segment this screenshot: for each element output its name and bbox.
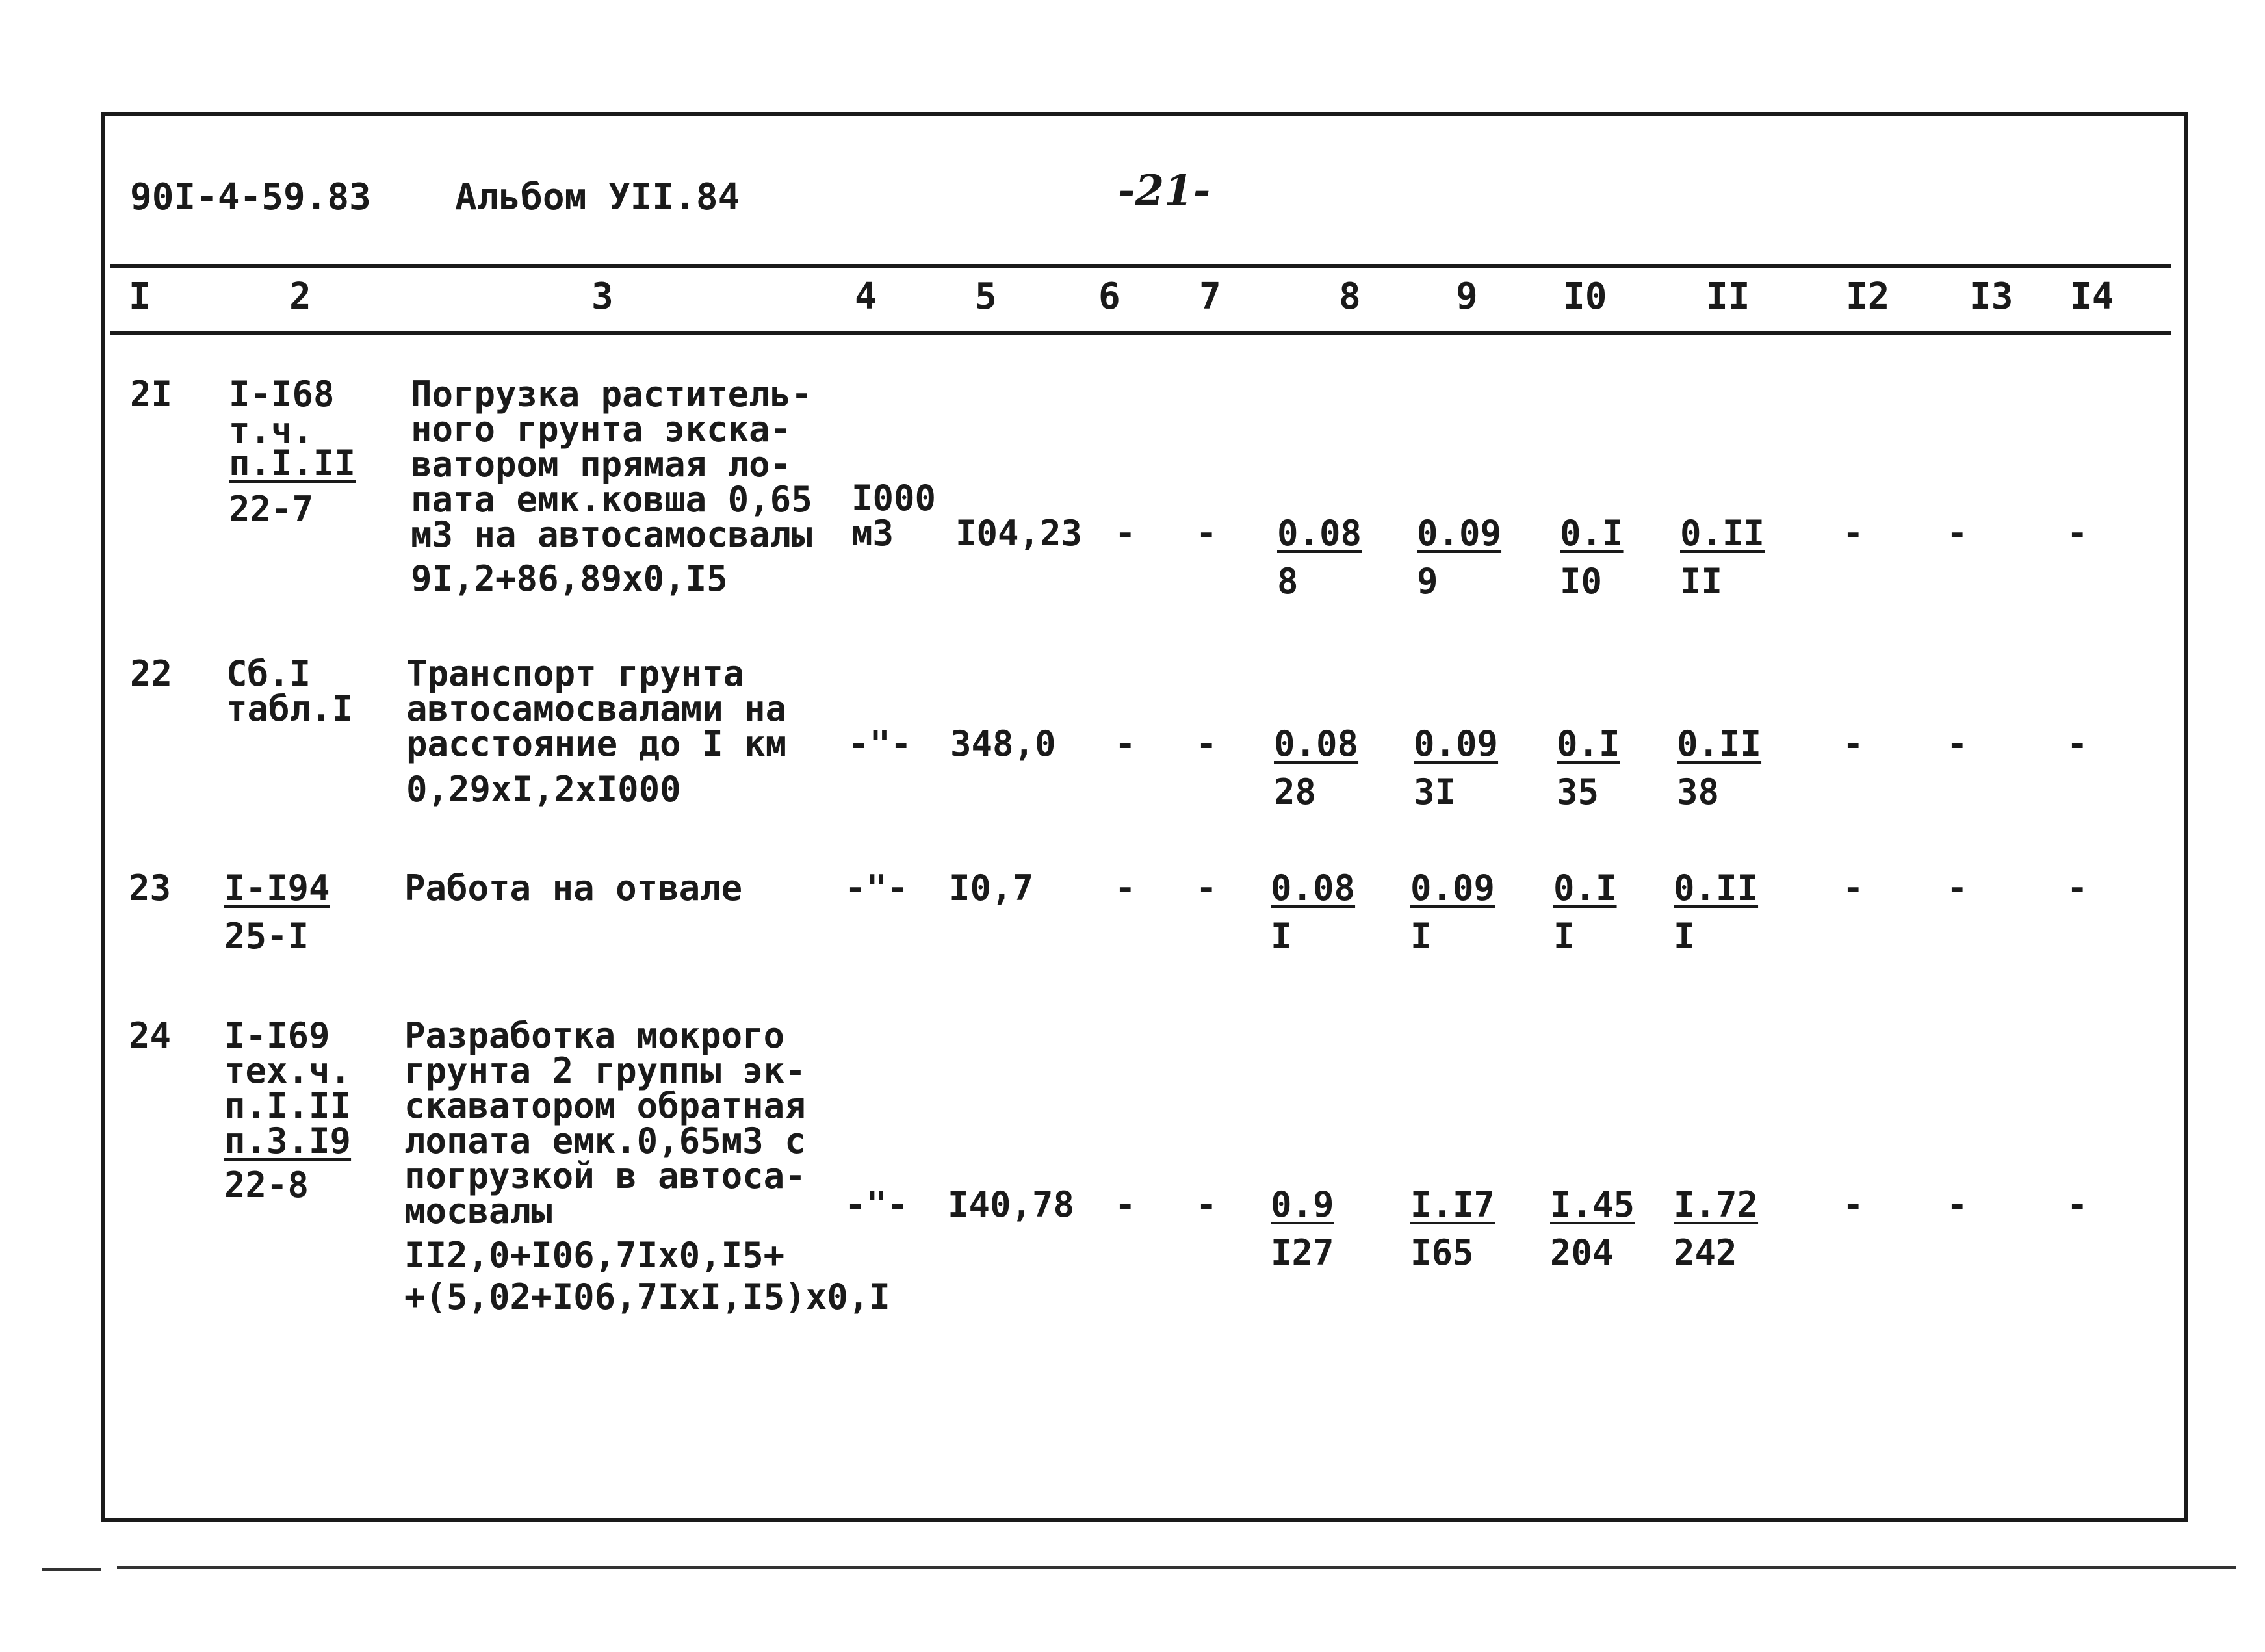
norm-ref: табл.I (226, 688, 354, 729)
col-header-4: 4 (855, 276, 877, 318)
description: Разработка мокрого (404, 1015, 785, 1056)
unit: -"- (845, 868, 909, 909)
description: расстояние до I км (406, 723, 787, 764)
col-header-5: 5 (975, 276, 997, 318)
description: грунта 2 группы эк- (404, 1050, 806, 1091)
dash: - (1843, 723, 1864, 764)
value-9-total: I65 (1410, 1232, 1474, 1273)
norm-ref: п.I.II (224, 1085, 352, 1126)
description: мосвалы (404, 1191, 552, 1232)
value-8-total: 8 (1277, 561, 1299, 602)
unit: -"- (845, 1184, 909, 1225)
dash: - (1196, 868, 1217, 909)
value-10-total: I0 (1560, 561, 1603, 602)
norm-ref: п.3.I9 (224, 1120, 352, 1161)
unit: м3 (851, 513, 894, 554)
value-9: I.I7 (1410, 1184, 1495, 1225)
value-9: 0.09 (1414, 723, 1499, 764)
dash: - (2067, 1184, 2088, 1225)
dash: - (1115, 868, 1136, 909)
quantity: I40,78 (948, 1184, 1075, 1225)
dash: - (1843, 868, 1864, 909)
dash: - (1196, 513, 1217, 554)
dash: - (1115, 1184, 1136, 1225)
col-header-14: I4 (2070, 276, 2114, 318)
table-top-rule (110, 264, 2171, 268)
col-header-3: 3 (591, 276, 614, 318)
value-9-total: 3I (1414, 771, 1456, 812)
col-header-1: I (129, 276, 151, 318)
unit: -"- (848, 723, 912, 764)
dash: - (2067, 513, 2088, 554)
description: погрузкой в автоса- (404, 1155, 806, 1196)
col-header-11: II (1706, 276, 1750, 318)
value-11-total: II (1680, 561, 1723, 602)
description: автосамосвалами на (406, 688, 787, 729)
value-8-total: I (1271, 916, 1292, 957)
value-8: 0.08 (1274, 723, 1359, 764)
bottom-edge-line (117, 1566, 2236, 1569)
norm-ref: 22-7 (229, 489, 314, 530)
value-8: 0.9 (1271, 1184, 1334, 1225)
row-number: 23 (129, 868, 172, 909)
norm-ref: I-I68 (229, 374, 335, 415)
value-8-total: I27 (1271, 1232, 1334, 1273)
norm-ref: I-I94 (224, 868, 330, 909)
value-8: 0.08 (1277, 513, 1362, 554)
description: ного грунта экска- (411, 409, 792, 450)
dash: - (1947, 868, 1968, 909)
quantity: I0,7 (949, 868, 1034, 909)
page-number: -21- (1118, 166, 1211, 215)
quantity: I04,23 (955, 513, 1083, 554)
description: м3 на автосамосвалы (411, 514, 812, 555)
value-11-total: I (1674, 916, 1695, 957)
col-header-2: 2 (289, 276, 311, 318)
dash: - (1947, 723, 1968, 764)
description: Транспорт грунта (406, 653, 745, 694)
row-number: 2I (130, 374, 173, 415)
norm-ref: 25-I (224, 916, 309, 957)
document-code: 90I-4-59.83 (130, 176, 371, 218)
value-10: 0.I (1557, 723, 1620, 764)
dash: - (1196, 723, 1217, 764)
formula: 0,29xI,2xI000 (406, 769, 681, 810)
col-header-6: 6 (1098, 276, 1120, 318)
norm-ref: Сб.I (226, 653, 311, 694)
norm-ref: п.I.II (229, 443, 356, 484)
description: Работа на отвале (404, 868, 743, 909)
dash: - (1947, 1184, 1968, 1225)
dash: - (2067, 868, 2088, 909)
norm-ref: I-I69 (224, 1015, 330, 1056)
value-9: 0.09 (1417, 513, 1502, 554)
formula: II2,0+I06,7Ix0,I5+ (404, 1235, 785, 1276)
dash: - (1115, 723, 1136, 764)
dash: - (2067, 723, 2088, 764)
description: скаватором обратная (404, 1085, 806, 1126)
bottom-edge-line (42, 1568, 101, 1571)
dash: - (1843, 1184, 1864, 1225)
album-title: Альбом УII.84 (455, 176, 740, 218)
formula: 9I,2+86,89x0,I5 (411, 558, 728, 599)
description: Погрузка раститель- (411, 374, 812, 415)
value-9-total: 9 (1417, 561, 1438, 602)
value-10: I.45 (1550, 1184, 1635, 1225)
col-header-8: 8 (1339, 276, 1361, 318)
value-8-total: 28 (1274, 771, 1317, 812)
value-9: 0.09 (1410, 868, 1495, 909)
quantity: 348,0 (950, 723, 1056, 764)
value-10: 0.I (1553, 868, 1617, 909)
description: ватором прямая ло- (411, 444, 792, 485)
value-11-total: 242 (1674, 1232, 1737, 1273)
value-11: I.72 (1674, 1184, 1759, 1225)
norm-ref: тех.ч. (224, 1050, 352, 1091)
value-10-total: 204 (1550, 1232, 1614, 1273)
dash: - (1115, 513, 1136, 554)
value-9-total: I (1410, 916, 1432, 957)
norm-ref: т.ч. (229, 410, 314, 451)
value-11: 0.II (1680, 513, 1765, 554)
value-11-total: 38 (1677, 771, 1720, 812)
col-header-12: I2 (1846, 276, 1890, 318)
dash: - (1843, 513, 1864, 554)
description: лопата емк.0,65м3 с (404, 1120, 806, 1161)
dash: - (1947, 513, 1968, 554)
col-header-10: I0 (1563, 276, 1607, 318)
description: пата емк.ковша 0,65 (411, 479, 812, 520)
value-10: 0.I (1560, 513, 1624, 554)
row-number: 24 (129, 1015, 172, 1056)
col-header-7: 7 (1199, 276, 1221, 318)
norm-ref: 22-8 (224, 1165, 309, 1206)
table-header-rule (110, 331, 2171, 335)
col-header-9: 9 (1456, 276, 1478, 318)
value-11: 0.II (1674, 868, 1759, 909)
unit: I000 (851, 478, 937, 519)
row-number: 22 (130, 653, 173, 694)
dash: - (1196, 1184, 1217, 1225)
value-11: 0.II (1677, 723, 1762, 764)
value-10-total: 35 (1557, 771, 1599, 812)
value-8: 0.08 (1271, 868, 1356, 909)
col-header-13: I3 (1969, 276, 2013, 318)
formula: +(5,02+I06,7IxI,I5)x0,I (404, 1276, 890, 1317)
value-10-total: I (1553, 916, 1575, 957)
